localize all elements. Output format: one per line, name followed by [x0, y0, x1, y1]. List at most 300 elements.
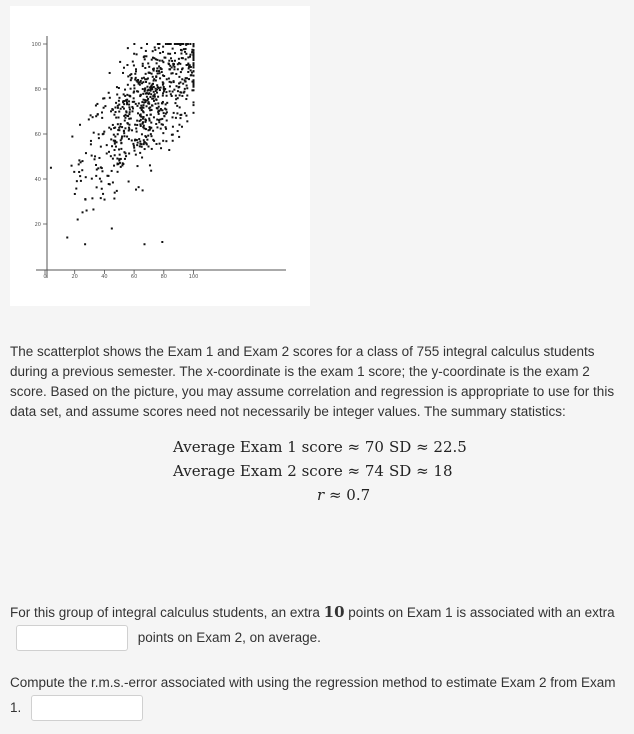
data-point: [163, 112, 165, 114]
data-point: [134, 139, 136, 141]
y-tick-label: 80: [34, 87, 41, 93]
data-point: [78, 159, 80, 161]
data-point: [141, 156, 143, 158]
data-point: [147, 135, 149, 137]
data-point: [111, 108, 113, 110]
data-point: [133, 92, 135, 94]
data-point: [185, 53, 187, 55]
y-tick-label: 20: [34, 222, 41, 228]
data-point: [128, 127, 130, 129]
data-point: [144, 148, 146, 150]
data-point: [121, 136, 123, 138]
data-point: [178, 76, 180, 78]
data-point: [110, 128, 112, 130]
data-point: [164, 88, 166, 90]
data-point: [151, 109, 153, 111]
data-point: [100, 166, 102, 168]
data-point: [133, 145, 135, 147]
data-point: [164, 57, 166, 59]
data-point: [153, 57, 155, 59]
data-point: [130, 73, 132, 75]
data-point: [144, 89, 146, 91]
data-point: [78, 171, 80, 173]
data-point: [135, 70, 137, 72]
data-point: [155, 103, 157, 105]
question-2: [10, 670, 622, 721]
data-point: [114, 143, 116, 145]
data-point: [165, 91, 167, 93]
data-point: [162, 82, 164, 84]
data-point: [170, 72, 172, 74]
data-point: [125, 99, 127, 101]
data-point: [139, 107, 141, 109]
data-point: [136, 53, 138, 55]
data-point: [118, 87, 120, 89]
data-point: [127, 75, 129, 77]
data-point: [119, 61, 121, 63]
data-point: [112, 124, 114, 126]
data-point: [71, 136, 73, 138]
y-tick-label: 40: [34, 177, 41, 183]
x-tick-label: 20: [71, 274, 78, 280]
data-point: [86, 210, 88, 212]
data-point: [177, 90, 179, 92]
data-point: [116, 93, 118, 95]
data-point: [149, 86, 151, 88]
data-point: [74, 193, 76, 195]
data-point: [184, 88, 186, 90]
data-point: [146, 114, 148, 116]
data-point: [175, 73, 177, 75]
data-point: [181, 78, 183, 80]
data-point: [101, 117, 103, 119]
data-point: [140, 119, 142, 121]
data-point: [176, 112, 178, 114]
data-point: [148, 103, 150, 105]
data-point: [152, 98, 154, 100]
data-point: [85, 152, 87, 154]
data-point: [125, 114, 127, 116]
data-point: [126, 103, 128, 105]
data-point: [147, 62, 149, 64]
data-point: [181, 126, 183, 128]
data-point: [114, 154, 116, 156]
data-point: [143, 139, 145, 141]
data-point: [181, 49, 183, 51]
x-tick-label: 80: [160, 274, 167, 280]
data-point: [149, 128, 151, 130]
data-point: [152, 130, 154, 132]
data-point: [84, 198, 86, 200]
data-point: [141, 77, 143, 79]
data-point: [120, 108, 122, 110]
data-point: [145, 73, 147, 75]
data-point: [148, 66, 150, 68]
data-point: [145, 93, 147, 95]
data-point: [168, 149, 170, 151]
data-point: [149, 106, 151, 108]
y-tick-label: 60: [34, 132, 41, 138]
data-point: [150, 122, 152, 124]
data-point: [180, 53, 182, 55]
data-point: [141, 101, 143, 103]
data-point: [123, 130, 125, 132]
data-point: [152, 139, 154, 141]
data-point: [128, 181, 130, 183]
data-point: [120, 142, 122, 144]
data-point: [117, 107, 119, 109]
data-point: [173, 63, 175, 65]
x-tick-label: 60: [130, 274, 138, 280]
data-point: [176, 105, 178, 107]
data-point: [79, 124, 81, 126]
data-point: [142, 88, 144, 90]
data-point: [145, 119, 147, 121]
data-point: [154, 49, 156, 51]
data-point: [95, 104, 97, 106]
data-point: [140, 80, 142, 82]
data-point: [128, 152, 130, 154]
data-point: [138, 186, 140, 188]
data-point: [126, 94, 128, 96]
data-point: [109, 97, 111, 99]
data-point: [130, 117, 132, 119]
data-point: [139, 140, 141, 142]
data-point: [143, 243, 145, 245]
data-point: [101, 170, 103, 172]
data-point: [157, 102, 159, 104]
data-point: [81, 160, 83, 162]
data-point: [180, 43, 182, 45]
data-point: [137, 165, 139, 167]
data-point: [154, 93, 156, 95]
data-point: [103, 133, 105, 135]
data-point: [147, 90, 149, 92]
data-point: [136, 120, 138, 122]
data-point: [159, 77, 161, 79]
data-point: [157, 108, 159, 110]
data-point: [161, 109, 163, 111]
x-tick-label: 40: [101, 274, 108, 280]
data-point: [117, 105, 119, 107]
data-point: [151, 104, 153, 106]
data-point: [179, 117, 181, 119]
data-point: [175, 117, 177, 119]
data-point: [143, 104, 145, 106]
data-point: [120, 139, 122, 141]
data-point: [160, 87, 162, 89]
data-point: [130, 88, 132, 90]
data-point: [103, 107, 105, 109]
data-point: [122, 162, 124, 164]
data-point: [120, 158, 122, 160]
data-point: [130, 77, 132, 79]
data-point: [182, 83, 184, 85]
data-point: [130, 79, 132, 81]
data-point: [97, 113, 99, 115]
stat-exam2-average: Average Exam 2 score ≈ 74: [173, 462, 384, 480]
data-point: [143, 116, 145, 118]
data-point: [180, 71, 182, 73]
data-point: [141, 109, 143, 111]
data-point: [95, 115, 97, 117]
data-point: [160, 128, 162, 130]
data-point: [141, 82, 143, 84]
data-point: [169, 81, 171, 83]
data-point: [153, 116, 155, 118]
data-point: [120, 166, 122, 168]
data-point: [141, 106, 143, 108]
data-point: [119, 154, 121, 156]
data-point: [104, 105, 106, 107]
data-point: [84, 243, 86, 245]
data-point: [114, 106, 116, 108]
data-point: [90, 140, 92, 142]
data-point: [143, 56, 145, 58]
data-point: [117, 163, 119, 165]
data-point: [152, 68, 154, 70]
data-point: [132, 101, 134, 103]
data-point: [125, 155, 127, 157]
data-point: [159, 72, 161, 74]
data-point: [193, 86, 195, 88]
data-point: [115, 146, 117, 148]
data-point: [193, 49, 195, 51]
data-point: [181, 95, 183, 97]
data-point: [119, 162, 121, 164]
data-point: [110, 155, 112, 157]
data-point: [118, 127, 120, 129]
data-point: [140, 94, 142, 96]
data-point: [128, 104, 130, 106]
answer-input-slope[interactable]: [16, 625, 128, 651]
data-point: [162, 51, 164, 53]
data-point: [156, 84, 158, 86]
data-point: [135, 68, 137, 70]
data-point: [131, 110, 133, 112]
data-point: [149, 120, 151, 122]
data-point: [114, 136, 116, 138]
data-point: [122, 106, 124, 108]
data-point: [158, 43, 160, 45]
data-point: [135, 103, 137, 105]
data-point: [174, 60, 176, 62]
data-point: [183, 91, 185, 93]
data-point: [153, 91, 155, 93]
data-point: [158, 70, 160, 72]
data-point: [131, 106, 133, 108]
data-point: [166, 95, 168, 97]
data-point: [193, 79, 195, 81]
data-point: [121, 126, 123, 128]
data-point: [161, 71, 163, 73]
data-point: [161, 102, 163, 104]
data-point: [162, 92, 164, 94]
data-point: [156, 143, 158, 145]
data-point: [137, 142, 139, 144]
data-point: [188, 78, 190, 80]
data-point: [160, 147, 162, 149]
data-point: [128, 138, 130, 140]
data-point: [103, 131, 105, 133]
data-point: [157, 111, 159, 113]
data-point: [100, 146, 102, 148]
data-point: [95, 164, 97, 166]
data-point: [139, 145, 141, 147]
data-point: [96, 186, 98, 188]
data-point: [101, 188, 103, 190]
data-point: [145, 81, 147, 83]
data-point: [173, 68, 175, 70]
data-point: [156, 126, 158, 128]
data-point: [186, 85, 188, 87]
data-point: [122, 72, 124, 74]
data-point: [183, 48, 185, 50]
data-point: [91, 197, 93, 199]
data-point: [142, 121, 144, 123]
data-point: [147, 99, 149, 101]
data-point: [169, 53, 171, 55]
data-point: [123, 103, 125, 105]
data-point: [159, 52, 161, 54]
data-point: [174, 52, 176, 54]
data-point: [117, 171, 119, 173]
data-point: [133, 87, 135, 89]
data-point: [94, 155, 96, 157]
data-point: [148, 82, 150, 84]
data-point: [153, 100, 155, 102]
data-point: [136, 131, 138, 133]
data-point: [182, 43, 184, 45]
data-point: [156, 67, 158, 69]
data-point: [170, 57, 172, 59]
data-point: [124, 127, 126, 129]
data-point: [108, 183, 110, 185]
data-point: [99, 178, 101, 180]
data-point: [137, 79, 139, 81]
data-point: [151, 84, 153, 86]
data-point: [168, 63, 170, 65]
data-point: [134, 124, 136, 126]
data-point: [94, 158, 96, 160]
data-point: [117, 133, 119, 135]
data-point: [113, 134, 115, 136]
data-point: [118, 148, 120, 150]
data-point: [168, 68, 170, 70]
data-point: [180, 92, 182, 94]
data-point: [124, 135, 126, 137]
data-point: [150, 133, 152, 135]
data-point: [136, 90, 138, 92]
data-point: [165, 140, 167, 142]
data-point: [177, 68, 179, 70]
problem-intro-text: The scatterplot shows the Exam 1 and Exam 2 scores for a class of 755 integral calculus students during a previous semester. The x-coordinate is the exam 1 score; the y-coordinate is the exam 2 score. Based on the picture, you may assume correlation and regression is appropriate to use for this data set, and assume scores need not necessarily be integer values. The summary statistics:: [10, 343, 615, 419]
data-point: [113, 198, 115, 200]
data-point: [140, 116, 142, 118]
data-point: [161, 123, 163, 125]
data-point: [167, 53, 169, 55]
data-point: [156, 70, 158, 72]
data-point: [179, 94, 181, 96]
data-point: [152, 76, 154, 78]
data-point: [162, 46, 164, 48]
data-point: [146, 86, 148, 88]
data-point: [118, 116, 120, 118]
data-point: [131, 139, 133, 141]
data-point: [168, 77, 170, 79]
data-point: [148, 145, 150, 147]
data-point: [112, 181, 114, 183]
data-point: [151, 73, 153, 75]
data-point: [165, 43, 167, 45]
data-point: [111, 145, 113, 147]
scatterplot: [10, 6, 310, 306]
data-point: [98, 137, 100, 139]
data-point: [116, 190, 118, 192]
data-point: [118, 97, 120, 99]
data-point: [125, 152, 127, 154]
data-point: [141, 146, 143, 148]
data-point: [190, 74, 192, 76]
data-point: [185, 48, 187, 50]
question-2-text: Compute the r.m.s.-error associated with using the regression method to estimate Exam 2 from Exam 1.: [10, 675, 616, 715]
answer-input-rms-error[interactable]: [31, 695, 143, 721]
data-point: [115, 111, 117, 113]
data-point: [126, 122, 128, 124]
data-point: [142, 93, 144, 95]
data-point: [77, 219, 79, 221]
data-point: [193, 56, 195, 58]
data-point: [134, 79, 136, 81]
data-point: [165, 126, 167, 128]
data-point: [166, 119, 168, 121]
data-point: [124, 117, 126, 119]
data-point: [145, 55, 147, 57]
data-point: [142, 126, 144, 128]
data-point: [180, 81, 182, 83]
data-point: [93, 132, 95, 134]
data-point: [158, 106, 160, 108]
data-point: [150, 90, 152, 92]
data-point: [175, 98, 177, 100]
data-point: [133, 84, 135, 86]
data-point: [170, 93, 172, 95]
data-point: [113, 165, 115, 167]
data-point: [165, 103, 167, 105]
data-point: [193, 70, 195, 72]
data-point: [161, 118, 163, 120]
data-point: [118, 100, 120, 102]
data-point: [102, 193, 104, 195]
data-point: [171, 60, 173, 62]
data-point: [190, 69, 192, 71]
data-point: [50, 167, 52, 169]
data-point: [100, 180, 102, 182]
data-point: [101, 111, 103, 113]
stat-exam1-sd: SD ≈ 22.5: [389, 438, 467, 456]
data-point: [143, 143, 145, 145]
data-point: [108, 92, 110, 94]
correlation-symbol: r: [317, 486, 325, 504]
data-point: [153, 86, 155, 88]
data-point: [113, 114, 115, 116]
data-point: [148, 118, 150, 120]
data-point: [143, 111, 145, 113]
data-point: [152, 50, 154, 52]
data-point: [188, 67, 190, 69]
data-point: [193, 62, 195, 64]
data-point: [123, 67, 125, 69]
